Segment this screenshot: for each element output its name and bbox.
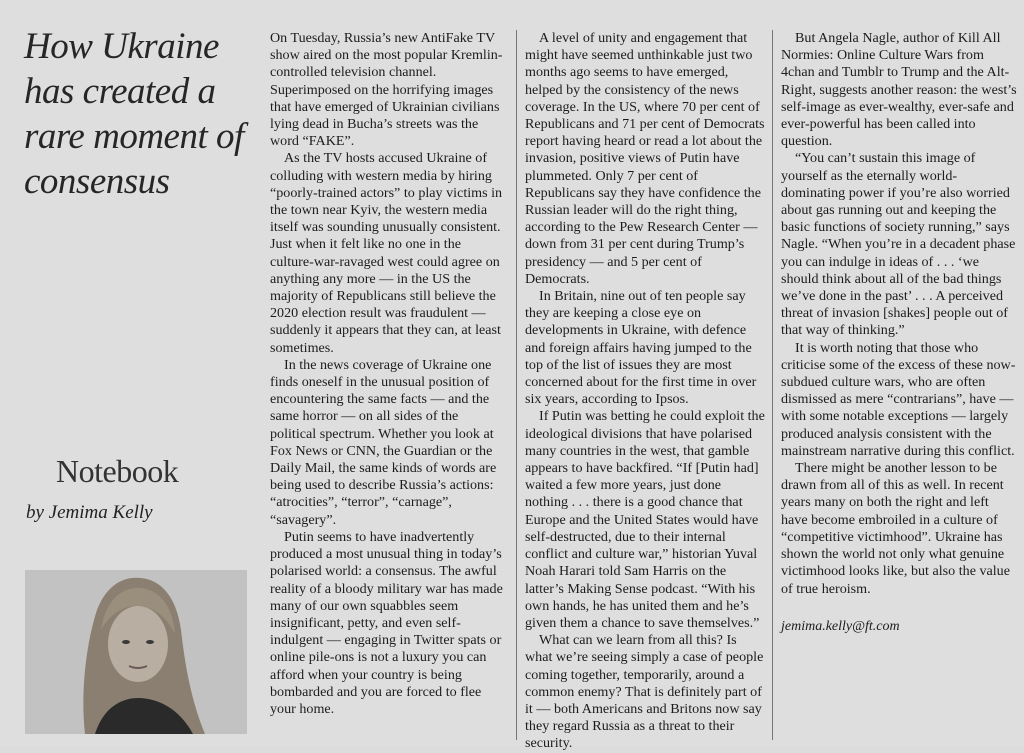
author-portrait-icon — [25, 570, 247, 734]
article-header-column — [0, 0, 262, 746]
headline: How Ukraine has created a rare moment of consensus — [24, 26, 244, 202]
byline: by Jemima Kelly — [26, 502, 153, 523]
paragraph: What can we learn from all this? Is what we’re seeing simply a case of people coming together, temporarily, around a common enemy? That is definitely part of it — both Americans and Britons now say they regard Russia as a threat to their security. — [525, 632, 764, 752]
section-label: Notebook — [56, 453, 179, 489]
paragraph: If Putin was betting he could exploit the ideological divisions that have polarised many countries in the west, that gamble appears to have backfired. “If [Putin had] waited a few more years, just done nothing . . . there is a good chance that Europe and the United States would have self-destructed, due to their internal conflict and culture war,” historian Yuval Noah Harari told Sam Harris on the latter’s Making Sense podcast. “With his own hands, he has united them and he’s given them a chance to save themselves.” — [525, 408, 765, 631]
portrait-drawing — [25, 570, 247, 734]
paragraph: “You can’t sustain this image of yourself as the eternally world-dominating power if you’re also worried about gas running out and keeping the basic functions of society running,” says Nagle. “When you’re in a decadent phase you can indulge in ideas of . . . ‘we should think about all of the bad things we’ve done in the past’ . . . A perceived threat of invasion [shakes] people out of that way of thinking.” — [781, 150, 1016, 339]
paragraph: Putin seems to have inadvertently produced a most unusual thing in today’s polarised world: a consensus. The awful reality of a bloody military war has made many of our own squabbles seem insignificant, petty, and even self-indulgent — engaging in Twitter spats or online pile-ons is not a luxury you can afford when your country is being bombarded and you are forced to flee your home. — [270, 528, 503, 717]
article-column-2 — [525, 30, 765, 753]
paragraph: On Tuesday, Russia’s new AntiFake TV show aired on the most popular Kremlin-controlled television channel. Superimposed on the horrifying images that have emerged of Ukrainian civilians lying dead in Bucha’s streets was the word “FAKE”. — [270, 30, 503, 150]
paragraph: There might be another lesson to be drawn from all of this as well. In recent years many on both the right and left have become embroiled in a culture of “competitive victimhood”. Ukraine has shown the world not only what genuine victimhood looks like, but also the value of true heroism. — [781, 460, 1010, 597]
article-column-1 — [270, 30, 506, 718]
paragraph: But Angela Nagle, author of Kill All Normies: Online Culture Wars from 4chan and Tumblr to Trump and the Alt-Right, suggests another reason: the west’s self-image as ever-wealthy, ever-safe and ever-powerful has been called into question. — [781, 30, 1017, 150]
author-email: jemima.kelly@ft.com — [781, 618, 900, 634]
paragraph: In Britain, nine out of ten people say they are keeping a close eye on developments in Ukraine, with defence and foreign affairs having jumped to the top of the list of issues they are most concerned about for the first time in over six years, according to Ipsos. — [525, 288, 757, 408]
article-column-3 — [781, 30, 1017, 635]
paragraph: As the TV hosts accused Ukraine of colluding with western media by hiring “poorly-trained actors” to play victims in the town near Kyiv, the western media itself was sounding unusually consistent. Just when it felt like no one in the culture-war-ravaged west could agree on anything any more — in the US the majority of Republicans still believe the 2020 election result was fraudulent — suddenly it appears that they can, at least sometimes. — [270, 150, 503, 356]
column-rule — [772, 30, 773, 740]
paragraph: A level of unity and engagement that might have seemed unthinkable just two months ago seems to have emerged, helped by the consistency of the news coverage. In the US, where 70 per cent of Republicans and 71 per cent of Democrats report having heard or read a lot about the invasion, positive views of Putin have plummeted. Only 7 per cent of Republicans say they have confidence the Russian leader will do the right thing, according to the Pew Research Center — down from 31 per cent during Trump’s presidency — and 5 per cent of Democrats. — [525, 30, 765, 287]
column-rule — [516, 30, 517, 740]
paragraph: In the news coverage of Ukraine one finds oneself in the unusual position of encountering the same facts — and the same horror — on all sides of the political spectrum. Whether you look at Fox News or CNN, the Guardian or the Daily Mail, the same kinds of words are being used to describe Russia’s actions: “atrocities”, “terror”, “carnage”, “savagery”. — [270, 356, 497, 528]
paragraph: It is worth noting that those who criticise some of the excess of these now-subdued culture wars, who are often dismissed as mere “contrarians”, have — with some notable exceptions — largely produced analysis consistent with the mainstream narrative during this conflict. — [781, 339, 1016, 459]
